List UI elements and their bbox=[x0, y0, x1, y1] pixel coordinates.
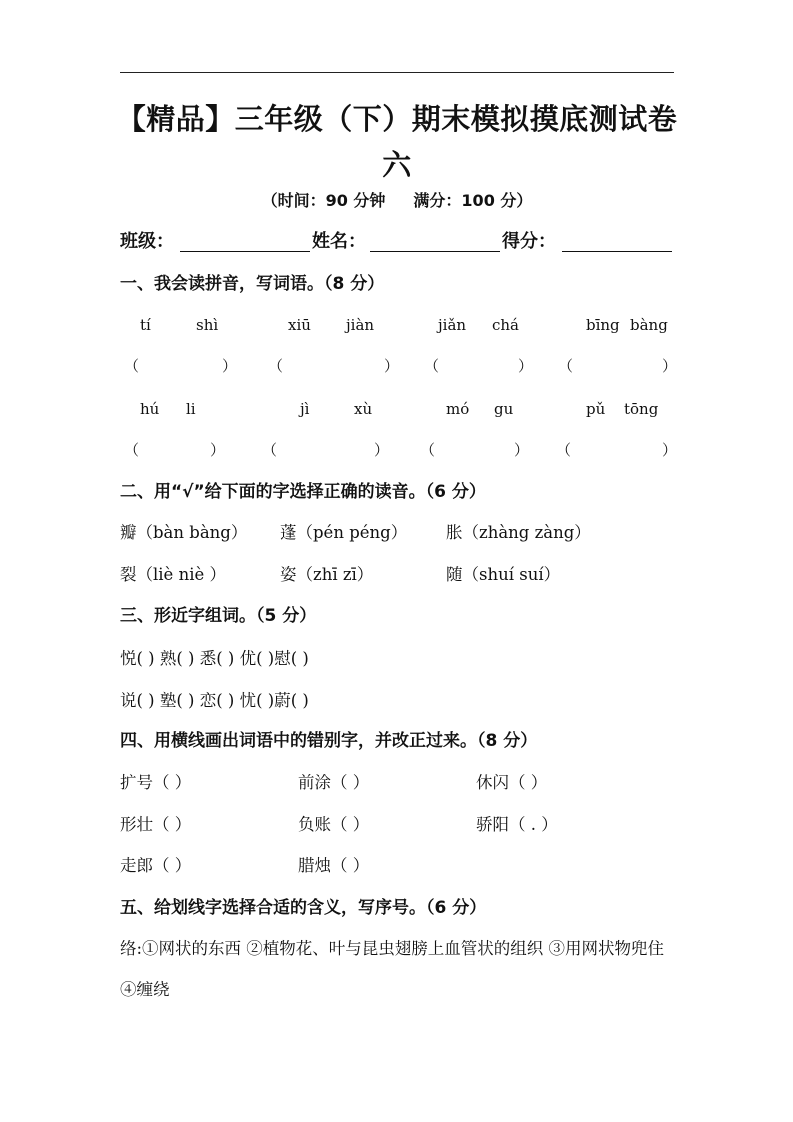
answer-blank-close[interactable]: ） bbox=[514, 441, 530, 459]
pinyin: jiǎn bbox=[438, 316, 467, 334]
page-title bbox=[110, 96, 684, 188]
section4-heading: 四、用横线画出词语中的错别字，并改正过来。（8 分） bbox=[120, 731, 538, 751]
pinyin: xù bbox=[354, 400, 373, 418]
answer-blank-open[interactable]: （ bbox=[268, 357, 284, 375]
correction-item[interactable]: 负账（ ） bbox=[298, 815, 370, 834]
pinyin: jì bbox=[300, 400, 310, 418]
section1-heading: 一、我会读拼音，写词语。（8 分） bbox=[120, 274, 385, 294]
reading-choice-item[interactable]: 随（shuí suí） bbox=[446, 565, 561, 584]
pinyin: li bbox=[186, 400, 196, 418]
answer-blank-open[interactable]: （ bbox=[262, 441, 278, 459]
pinyin: chá bbox=[492, 316, 520, 334]
correction-item[interactable]: 形壮（ ） bbox=[120, 815, 192, 834]
meaning-options: 络:①网状的东西 ②植物花、叶与昆虫翅膀上血管状的组织 ③用网状物兜住 ④缠绕 bbox=[120, 939, 665, 999]
reading-choice-item[interactable]: 胀（zhàng zàng） bbox=[446, 523, 591, 542]
answer-blank-close[interactable]: ） bbox=[662, 441, 678, 459]
section2-heading: 二、用“√”给下面的字选择正确的读音。（6 分） bbox=[120, 482, 486, 502]
pinyin: pǔ bbox=[586, 400, 606, 418]
correction-item[interactable]: 前涂（ ） bbox=[298, 773, 370, 792]
score-field[interactable] bbox=[562, 251, 672, 252]
pinyin: jiàn bbox=[346, 316, 375, 334]
class-field[interactable] bbox=[180, 251, 310, 252]
section3-heading: 三、形近字组词。（5 分） bbox=[120, 606, 317, 626]
answer-blank-close[interactable]: ） bbox=[384, 357, 400, 375]
title-line-2: 六 bbox=[382, 148, 412, 182]
answer-blank-close[interactable]: ） bbox=[518, 357, 534, 375]
correction-item[interactable]: 走郎（ ） bbox=[120, 856, 192, 875]
pinyin: tōng bbox=[624, 400, 659, 418]
pinyin: tí bbox=[140, 316, 151, 334]
score-total-label: 满分：100 分） bbox=[413, 191, 533, 210]
similar-char-row[interactable]: 悦( ) 熟( ) 悉( ) 优( )慰( ) bbox=[120, 649, 309, 668]
answer-blank-close[interactable]: ） bbox=[222, 357, 238, 375]
name-field[interactable] bbox=[370, 251, 500, 252]
answer-blank-open[interactable]: （ bbox=[558, 357, 574, 375]
answer-blank-open[interactable]: （ bbox=[556, 441, 572, 459]
correction-item[interactable]: 休闪（ ） bbox=[476, 773, 548, 792]
answer-blank-open[interactable]: （ bbox=[424, 357, 440, 375]
reading-choice-item[interactable]: 裂（liè niè ） bbox=[120, 565, 226, 584]
pinyin: bīng bbox=[586, 316, 620, 334]
header-rule bbox=[120, 72, 674, 73]
time-label: （时间：90 分钟 bbox=[261, 191, 386, 210]
answer-blank-open[interactable]: （ bbox=[420, 441, 436, 459]
class-label: 班级： bbox=[120, 231, 174, 252]
exam-meta bbox=[120, 190, 674, 212]
reading-choice-item[interactable]: 蓬（pén péng） bbox=[280, 523, 408, 542]
pinyin: xiū bbox=[288, 316, 311, 334]
reading-choice-item[interactable]: 姿（zhī zī） bbox=[280, 565, 374, 584]
answer-blank-close[interactable]: ） bbox=[210, 441, 226, 459]
pinyin: shì bbox=[196, 316, 219, 334]
answer-blank-open[interactable]: （ bbox=[124, 441, 140, 459]
section5-heading: 五、给划线字选择合适的含义，写序号。（6 分） bbox=[120, 898, 487, 918]
title-line-1: 【精品】三年级（下）期末模拟摸底测试卷 bbox=[116, 102, 678, 136]
name-label: 姓名： bbox=[312, 231, 366, 252]
correction-item[interactable]: 扩号（ ） bbox=[120, 773, 192, 792]
reading-choice-item[interactable]: 瓣（bàn bàng） bbox=[120, 523, 248, 542]
similar-char-row[interactable]: 说( ) 塾( ) 恋( ) 忧( )蔚( ) bbox=[120, 691, 309, 710]
correction-item[interactable]: 骄阳（ . ） bbox=[476, 815, 558, 834]
pinyin: bàng bbox=[630, 316, 668, 334]
pinyin: gu bbox=[494, 400, 514, 418]
answer-blank-open[interactable]: （ bbox=[124, 357, 140, 375]
answer-blank-close[interactable]: ） bbox=[374, 441, 390, 459]
score-label: 得分： bbox=[502, 231, 556, 252]
answer-blank-close[interactable]: ） bbox=[662, 357, 678, 375]
pinyin: hú bbox=[140, 400, 160, 418]
pinyin: mó bbox=[446, 400, 470, 418]
correction-item[interactable]: 腊烛（ ） bbox=[298, 856, 370, 875]
